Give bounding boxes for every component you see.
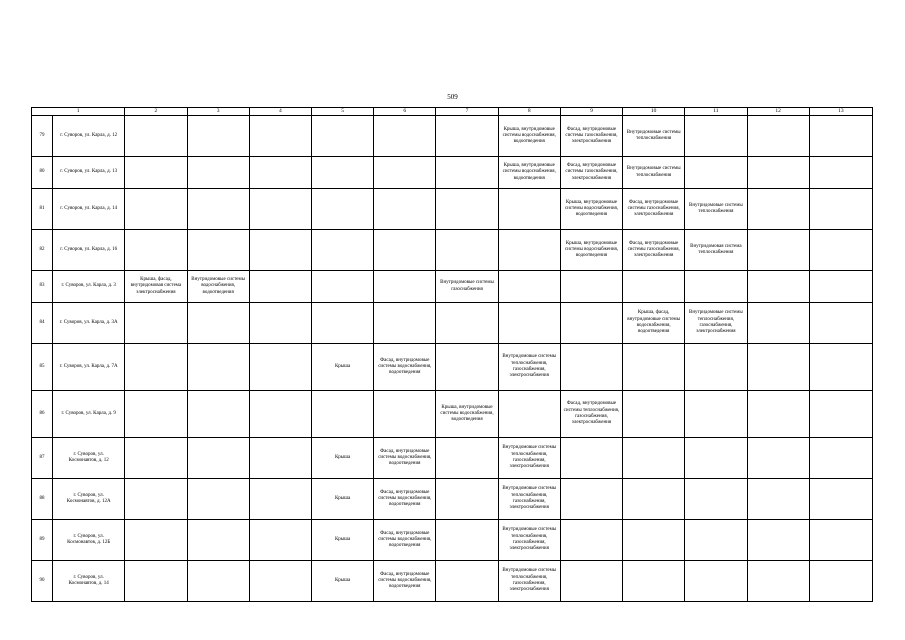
address-cell: г. Суворов, ул. Карла, д. 3 [53, 271, 125, 303]
work-cell [187, 438, 249, 479]
work-cell [747, 344, 809, 391]
work-cell [560, 520, 622, 561]
work-cell [623, 271, 685, 303]
work-cell [560, 479, 622, 520]
work-cell: Фасад, внутридомовые системы водоснабжения, водоотведения [374, 479, 436, 520]
work-cell: Фасад, внутридомовые системы газоснабжения, электроснабжения [560, 157, 622, 189]
table-row [32, 479, 873, 520]
work-cell: Крыша, фасад, внутридомовые системы водоснабжения, водоотведения [623, 303, 685, 344]
work-cell [498, 271, 560, 303]
work-cell [747, 157, 809, 189]
work-cell: Внутридомовые системы теплоснабжения [623, 116, 685, 157]
work-cell [249, 303, 311, 344]
work-cell: Внутридомовые системы водоснабжения, водоотведения [187, 271, 249, 303]
work-cell: Крыша [311, 479, 373, 520]
work-cell [747, 116, 809, 157]
work-cell [747, 230, 809, 271]
work-cell [747, 271, 809, 303]
row-number: 80 [32, 157, 53, 189]
work-cell: Внутридомовые системы газоснабжения [436, 271, 498, 303]
row-number: 90 [32, 561, 53, 602]
table-row [32, 561, 873, 602]
work-cell [747, 479, 809, 520]
work-cell [685, 438, 747, 479]
work-cell [747, 520, 809, 561]
table-row [32, 230, 873, 271]
table-row [32, 157, 873, 189]
work-cell [436, 303, 498, 344]
table-row [32, 116, 873, 157]
work-cell [125, 116, 187, 157]
table-row [32, 189, 873, 230]
work-cell [249, 344, 311, 391]
work-cell: Крыша, внутридомовые системы водоснабжения, водоотведения [498, 116, 560, 157]
work-cell: Внутридомовая система теплоснабжения [685, 230, 747, 271]
work-cell [436, 479, 498, 520]
column-header: 11 [685, 108, 747, 116]
work-cell [249, 520, 311, 561]
work-cell [809, 271, 872, 303]
work-cell [747, 391, 809, 438]
work-cell [623, 561, 685, 602]
work-cell [125, 189, 187, 230]
work-cell [187, 303, 249, 344]
table-row [32, 391, 873, 438]
work-cell [249, 116, 311, 157]
address-cell: г. Суворов, ул. Карла, д. 7А [53, 344, 125, 391]
work-cell [125, 303, 187, 344]
work-cell [187, 344, 249, 391]
work-cell: Внутридомовые системы теплоснабжения, газоснабжения, электроснабжения [498, 479, 560, 520]
work-cell [249, 271, 311, 303]
work-cell [125, 344, 187, 391]
work-cell [623, 520, 685, 561]
work-cell [187, 116, 249, 157]
work-cell [436, 157, 498, 189]
address-cell: г. Суворов, ул. Карла, д. 16 [53, 230, 125, 271]
work-cell [249, 438, 311, 479]
work-cell [747, 303, 809, 344]
work-cell [809, 344, 872, 391]
work-cell [374, 157, 436, 189]
work-cell: Фасад, внутридомовые системы водоснабжения, водоотведения [374, 438, 436, 479]
work-cell [311, 230, 373, 271]
row-number: 86 [32, 391, 53, 438]
work-cell [747, 561, 809, 602]
work-cell [311, 271, 373, 303]
work-cell [125, 391, 187, 438]
column-header: 8 [498, 108, 560, 116]
work-cell [311, 189, 373, 230]
work-cell [187, 520, 249, 561]
address-cell: г. Суворов, ул. Карла, д. 14 [53, 189, 125, 230]
header-row [32, 108, 873, 116]
table-row [32, 438, 873, 479]
work-cell [436, 189, 498, 230]
work-cell [311, 391, 373, 438]
work-cell: Крыша [311, 438, 373, 479]
row-number: 84 [32, 303, 53, 344]
work-cell [623, 479, 685, 520]
work-cell [187, 230, 249, 271]
address-cell: г. Суворов, ул. Карла, д. 12 [53, 116, 125, 157]
work-cell: Крыша, внутридомовые системы водоснабжения, водоотведения [560, 230, 622, 271]
work-cell [187, 391, 249, 438]
work-cell: Крыша [311, 520, 373, 561]
work-cell: Внутридомовые системы теплоснабжения, газоснабжения, электроснабжения [498, 344, 560, 391]
work-cell: Фасад, внутридомовые системы водоснабжения, водоотведения [374, 561, 436, 602]
row-number: 82 [32, 230, 53, 271]
work-cell [374, 189, 436, 230]
work-cell [311, 303, 373, 344]
work-cell [809, 438, 872, 479]
column-header: 6 [374, 108, 436, 116]
work-cell [623, 438, 685, 479]
work-cell: Фасад, внутридомовые системы газоснабжения, электроснабжения [623, 189, 685, 230]
work-cell [498, 230, 560, 271]
work-cell [125, 230, 187, 271]
column-header: 4 [249, 108, 311, 116]
column-header: 12 [747, 108, 809, 116]
work-cell [809, 189, 872, 230]
work-cell [809, 116, 872, 157]
work-cell [374, 116, 436, 157]
work-cell: Крыша [311, 344, 373, 391]
column-header: 9 [560, 108, 622, 116]
work-cell [809, 520, 872, 561]
work-cell: Фасад, внутридомовые системы теплоснабжения, газоснабжения, электроснабжения [560, 391, 622, 438]
work-cell [436, 520, 498, 561]
work-cell [249, 561, 311, 602]
work-cell [685, 344, 747, 391]
work-cell: Внутридомовые системы теплоснабжения, газоснабжения, электроснабжения [498, 561, 560, 602]
work-cell [560, 344, 622, 391]
work-cell: Крыша [311, 561, 373, 602]
row-number: 89 [32, 520, 53, 561]
column-header: 1 [32, 108, 125, 116]
work-cell [436, 344, 498, 391]
address-cell: г. Суворов, ул. Карла, д. 9 [53, 391, 125, 438]
address-cell: г. Суворов, ул. Карла, д. 3А [53, 303, 125, 344]
work-cell [809, 303, 872, 344]
work-cell [809, 479, 872, 520]
address-cell: г. Суворов, ул. Космонавтов, д. 12Б [53, 520, 125, 561]
work-cell: Крыша, внутридомовые системы водоснабжения, водоотведения [436, 391, 498, 438]
work-cell [685, 157, 747, 189]
work-cell [809, 391, 872, 438]
work-cell [249, 391, 311, 438]
work-cell: Внутридомовые системы теплоснабжения, газоснабжения, электроснабжения [498, 438, 560, 479]
column-header: 7 [436, 108, 498, 116]
work-cell: Внутридомовые системы теплоснабжения, газоснабжения, электроснабжения [498, 520, 560, 561]
address-cell: г. Суворов, ул. Карла, д. 13 [53, 157, 125, 189]
work-cell [125, 561, 187, 602]
work-cell [685, 116, 747, 157]
work-cell: Крыша, фасад, внутридомовая система электроснабжения [125, 271, 187, 303]
work-cell [125, 438, 187, 479]
work-cell [249, 479, 311, 520]
work-cell [311, 116, 373, 157]
work-cell [747, 189, 809, 230]
work-cell [125, 479, 187, 520]
address-cell: г. Суворов, ул. Космонавтов, д. 12 [53, 438, 125, 479]
work-cell [747, 438, 809, 479]
work-cell [125, 520, 187, 561]
work-cell [187, 479, 249, 520]
work-cell [311, 157, 373, 189]
address-cell: г. Суворов, ул. Космонавтов, д. 12А [53, 479, 125, 520]
row-number: 88 [32, 479, 53, 520]
row-number: 81 [32, 189, 53, 230]
row-number: 87 [32, 438, 53, 479]
table-body [32, 116, 873, 602]
repair-schedule-table [31, 107, 873, 602]
work-cell [187, 561, 249, 602]
row-number: 83 [32, 271, 53, 303]
work-cell [685, 520, 747, 561]
work-cell [560, 561, 622, 602]
work-cell [187, 157, 249, 189]
work-cell [809, 561, 872, 602]
table-row [32, 344, 873, 391]
work-cell: Фасад, внутридомовые системы водоснабжения, водоотведения [374, 520, 436, 561]
work-cell [498, 303, 560, 344]
table-row [32, 271, 873, 303]
work-cell [125, 157, 187, 189]
row-number: 85 [32, 344, 53, 391]
column-header: 10 [623, 108, 685, 116]
work-cell: Внутридомовые системы теплоснабжения [623, 157, 685, 189]
work-cell [809, 157, 872, 189]
work-cell [249, 157, 311, 189]
work-cell [436, 438, 498, 479]
work-cell [436, 230, 498, 271]
address-cell: г. Суворов, ул. Космонавтов, д. 14 [53, 561, 125, 602]
work-cell [623, 344, 685, 391]
work-cell [560, 271, 622, 303]
work-cell: Внутридомовые системы теплоснабжения [685, 189, 747, 230]
work-cell [374, 303, 436, 344]
work-cell [498, 391, 560, 438]
work-cell [560, 438, 622, 479]
work-cell: Внутридомовые системы теплоснабжения, газоснабжения, электроснабжения [685, 303, 747, 344]
work-cell [374, 271, 436, 303]
work-cell [685, 561, 747, 602]
work-cell [374, 391, 436, 438]
work-cell [685, 391, 747, 438]
page-number: 509 [447, 93, 458, 101]
work-cell [249, 230, 311, 271]
work-cell: Фасад, внутридомовые системы газоснабжения, электроснабжения [560, 116, 622, 157]
column-header: 13 [809, 108, 872, 116]
column-header: 5 [311, 108, 373, 116]
table-row [32, 303, 873, 344]
column-header: 2 [125, 108, 187, 116]
work-cell [436, 116, 498, 157]
work-cell [560, 303, 622, 344]
table-row [32, 520, 873, 561]
work-cell [809, 230, 872, 271]
work-cell: Фасад, внутридомовые системы газоснабжения, электроснабжения [623, 230, 685, 271]
work-cell [498, 189, 560, 230]
row-number: 79 [32, 116, 53, 157]
work-cell [249, 189, 311, 230]
work-cell [374, 230, 436, 271]
work-cell: Фасад, внутридомовые системы водоснабжения, водоотведения [374, 344, 436, 391]
work-cell [685, 271, 747, 303]
work-cell [436, 561, 498, 602]
work-cell: Крыша, внутридомовые системы водоснабжения, водоотведения [498, 157, 560, 189]
work-cell [685, 479, 747, 520]
work-cell [187, 189, 249, 230]
work-cell [623, 391, 685, 438]
work-cell: Крыша, внутридомовые системы водоснабжения, водоотведения [560, 189, 622, 230]
column-header: 3 [187, 108, 249, 116]
